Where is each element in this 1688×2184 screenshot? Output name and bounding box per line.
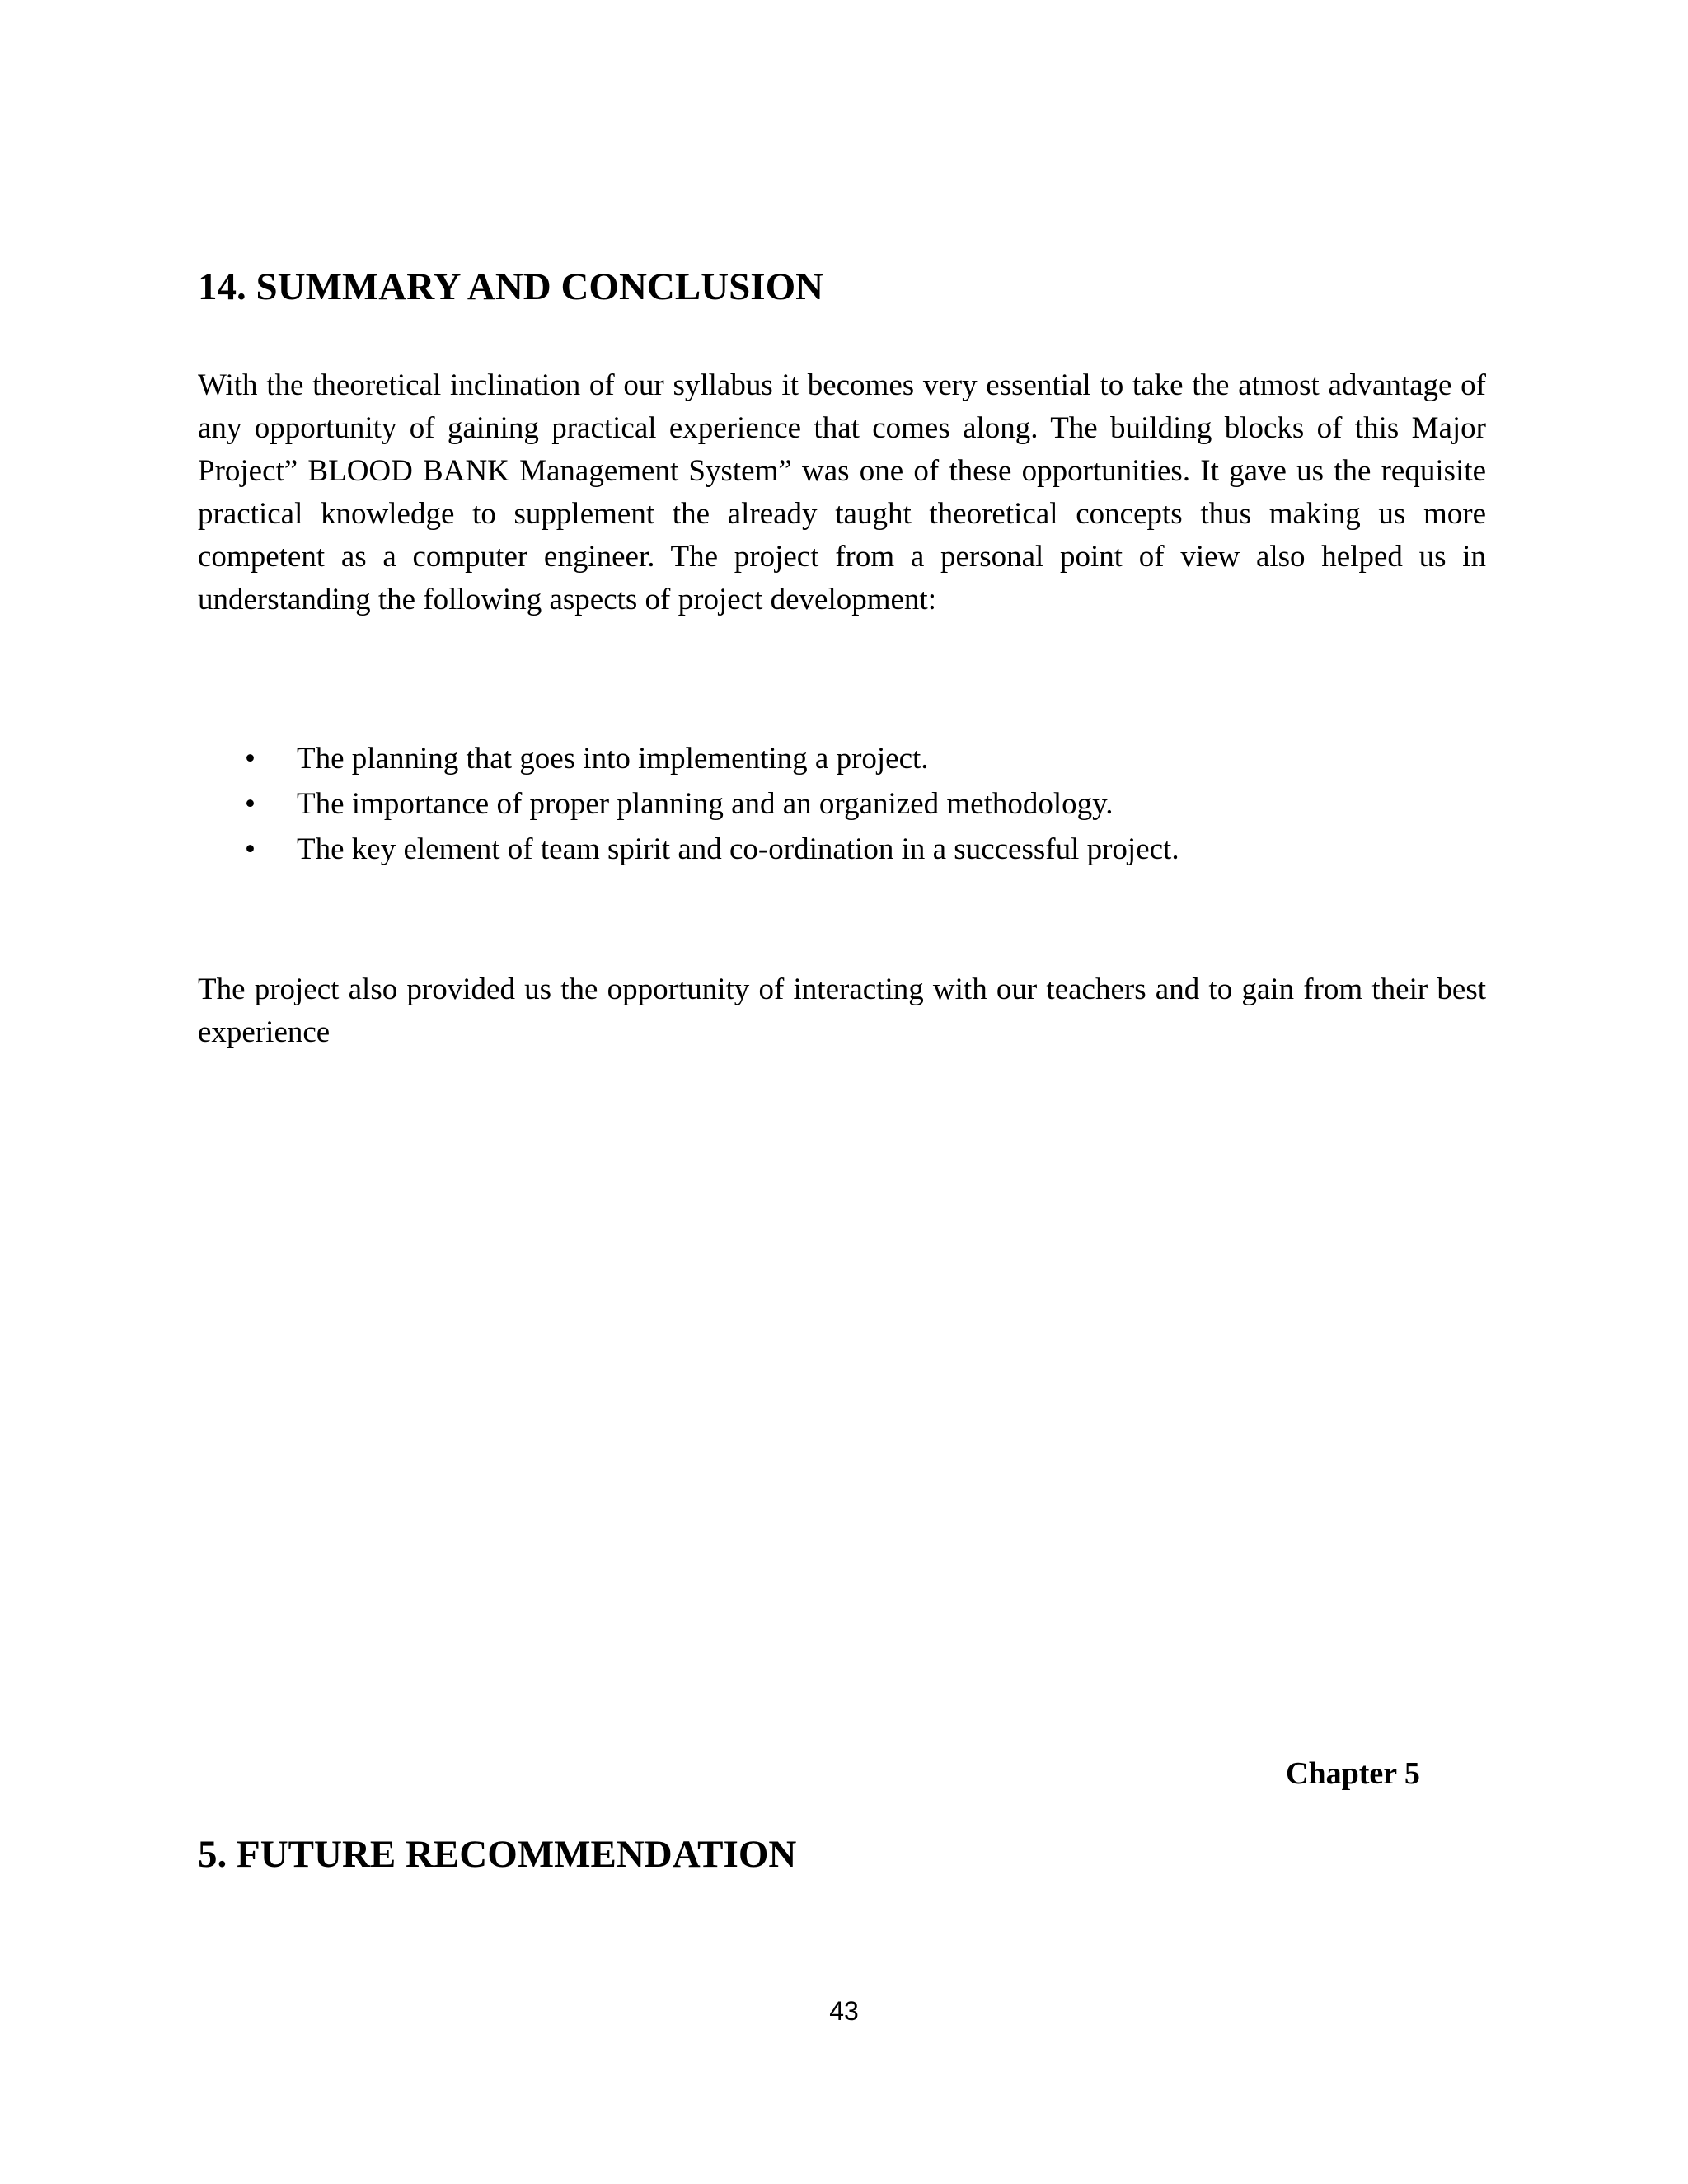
section-heading-summary: 14. SUMMARY AND CONCLUSION xyxy=(198,265,824,308)
list-item-text: The planning that goes into implementing a project. xyxy=(297,742,929,776)
aspects-list xyxy=(198,736,1486,872)
list-item-text: The importance of proper planning and an organized methodology. xyxy=(297,787,1114,821)
intro-paragraph: With the theoretical inclination of our syllabus it becomes very essential to take the atmost advantage of any opportunity of gaining practical experience that comes along. The building blocks of this Major Project” BLOOD BANK Management System” was one of these opportunities. It gave us the requisite practical knowledge to supplement the already taught theoretical concepts thus making us more competent as a computer engineer. The project from a personal point of view also helped us in understanding the following aspects of project development: xyxy=(198,368,1486,616)
chapter-label: Chapter 5 xyxy=(1286,1756,1420,1791)
bullet-icon: • xyxy=(245,832,256,866)
bullet-icon: • xyxy=(245,742,256,776)
list-item xyxy=(198,736,1486,781)
bullet-icon: • xyxy=(245,787,256,821)
list-item xyxy=(198,827,1486,872)
list-item-text: The key element of team spirit and co-ordination in a successful project. xyxy=(297,832,1179,866)
list-item xyxy=(198,781,1486,827)
page-number: 43 xyxy=(829,1996,859,2026)
section-heading-future: 5. FUTURE RECOMMENDATION xyxy=(198,1833,797,1876)
closing-paragraph: The project also provided us the opportunity of interacting with our teachers and to gain from their best experience xyxy=(198,972,1486,1049)
